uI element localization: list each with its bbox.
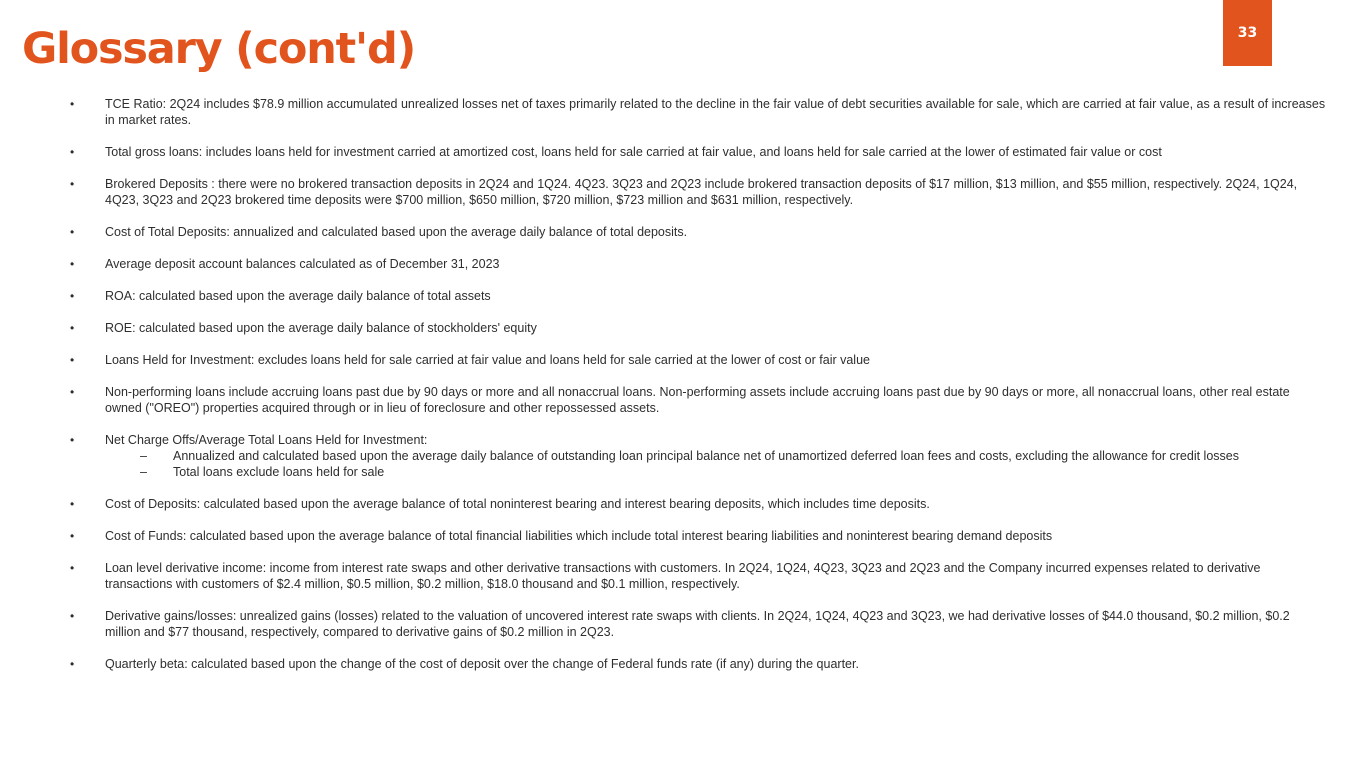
dash-icon: – [140, 465, 147, 479]
bullet-icon: • [70, 561, 75, 575]
page-number-badge: 33 [1223, 0, 1272, 66]
glossary-item [68, 528, 1326, 544]
glossary-item-text: Net Charge Offs/Average Total Loans Held for Investment: [105, 433, 428, 447]
glossary-item [68, 656, 1326, 672]
glossary-item [68, 352, 1326, 368]
bullet-icon: • [70, 529, 75, 543]
glossary-item [68, 560, 1326, 592]
glossary-sub-list [105, 448, 1326, 480]
glossary-item-text: TCE Ratio: 2Q24 includes $78.9 million accumulated unrealized losses net of taxes primarily related to the decline in the fair value of debt securities available for sale, which are carried at fair value, as a result of increases in market rates. [105, 97, 1326, 127]
bullet-icon: • [70, 497, 75, 511]
glossary-item-text: Cost of Funds: calculated based upon the average balance of total financial liabilities which include total interest bearing liabilities and noninterest bearing demand deposits [105, 529, 1053, 543]
glossary-item-text: Brokered Deposits : there were no brokered transaction deposits in 2Q24 and 1Q24. 4Q23. 3Q23 and 2Q23 include brokered transaction deposits of $17 million, $13 million, and $55 million, respectively. 2Q24, 1Q24, 4Q23, 3Q23 and 2Q23 brokered time deposits were $700 million, $650 million, $720 million, $723 million and $631 million, respectively. [105, 177, 1298, 207]
glossary-sub-item-text: Annualized and calculated based upon the average daily balance of outstanding loan principal balance net of unamortized deferred loan fees and costs, excluding the allowance for credit losses [173, 449, 1239, 463]
page-title: Glossary (cont'd) [22, 24, 416, 74]
bullet-icon: • [70, 289, 75, 303]
bullet-icon: • [70, 177, 75, 191]
glossary-item-text: Derivative gains/losses: unrealized gains (losses) related to the valuation of uncovered interest rate swaps with clients. In 2Q24, 1Q24, 4Q23 and 3Q23, we had derivative losses of $44.0 thousand, $0.2 million, $0.2 million and $77 thousand, respectively, compared to derivative gains of $0.2 million in 2Q23. [105, 609, 1290, 639]
glossary-item [68, 384, 1326, 416]
glossary-item [68, 608, 1326, 640]
glossary-item-text: Average deposit account balances calculated as of December 31, 2023 [105, 257, 500, 271]
glossary-item-text: Quarterly beta: calculated based upon the change of the cost of deposit over the change of Federal funds rate (if any) during the quarter. [105, 657, 859, 671]
bullet-icon: • [70, 225, 75, 239]
glossary-item [68, 256, 1326, 272]
bullet-icon: • [70, 353, 75, 367]
glossary-item-text: Cost of Total Deposits: annualized and calculated based upon the average daily balance of total deposits. [105, 225, 688, 239]
glossary-item [68, 496, 1326, 512]
bullet-icon: • [70, 321, 75, 335]
glossary-item-text: Loan level derivative income: income from interest rate swaps and other derivative transactions with customers. In 2Q24, 1Q24, 4Q23, 3Q23 and 2Q23 and the Company incurred expenses related to derivative transactions with customers of $2.4 million, $0.5 million, $0.2 million, $18.0 thousand and $0.1 million, respectively. [105, 561, 1261, 591]
bullet-icon: • [70, 433, 75, 447]
bullet-icon: • [70, 657, 75, 671]
bullet-icon: • [70, 97, 75, 111]
glossary-sub-item [105, 448, 1326, 464]
glossary-item [68, 96, 1326, 128]
glossary-item-text: Cost of Deposits: calculated based upon the average balance of total noninterest bearing and interest bearing deposits, which includes time deposits. [105, 497, 930, 511]
glossary-item-text: Total gross loans: includes loans held for investment carried at amortized cost, loans held for sale carried at fair value, and loans held for sale carried at the lower of estimated fair value or cost [105, 145, 1162, 159]
glossary-item-text: Non-performing loans include accruing loans past due by 90 days or more and all nonaccrual loans. Non-performing assets include accruing loans past due by 90 days or more, all nonaccrual loans, other real estate owned ("OREO") properties acquired through or in lieu of foreclosure and other repossessed assets. [105, 385, 1290, 415]
bullet-icon: • [70, 257, 75, 271]
glossary-item [68, 432, 1326, 480]
dash-icon: – [140, 449, 147, 463]
glossary-sub-item-text: Total loans exclude loans held for sale [173, 465, 385, 479]
glossary-item [68, 288, 1326, 304]
bullet-icon: • [70, 145, 75, 159]
glossary-item [68, 176, 1326, 208]
glossary-list [68, 96, 1326, 688]
glossary-item [68, 320, 1326, 336]
glossary-sub-item [105, 464, 1326, 480]
glossary-item [68, 144, 1326, 160]
glossary-item-text: Loans Held for Investment: excludes loans held for sale carried at fair value and loans held for sale carried at the lower of cost or fair value [105, 353, 870, 367]
glossary-item-text: ROE: calculated based upon the average daily balance of stockholders' equity [105, 321, 537, 335]
bullet-icon: • [70, 609, 75, 623]
glossary-item [68, 224, 1326, 240]
bullet-icon: • [70, 385, 75, 399]
glossary-item-text: ROA: calculated based upon the average daily balance of total assets [105, 289, 491, 303]
